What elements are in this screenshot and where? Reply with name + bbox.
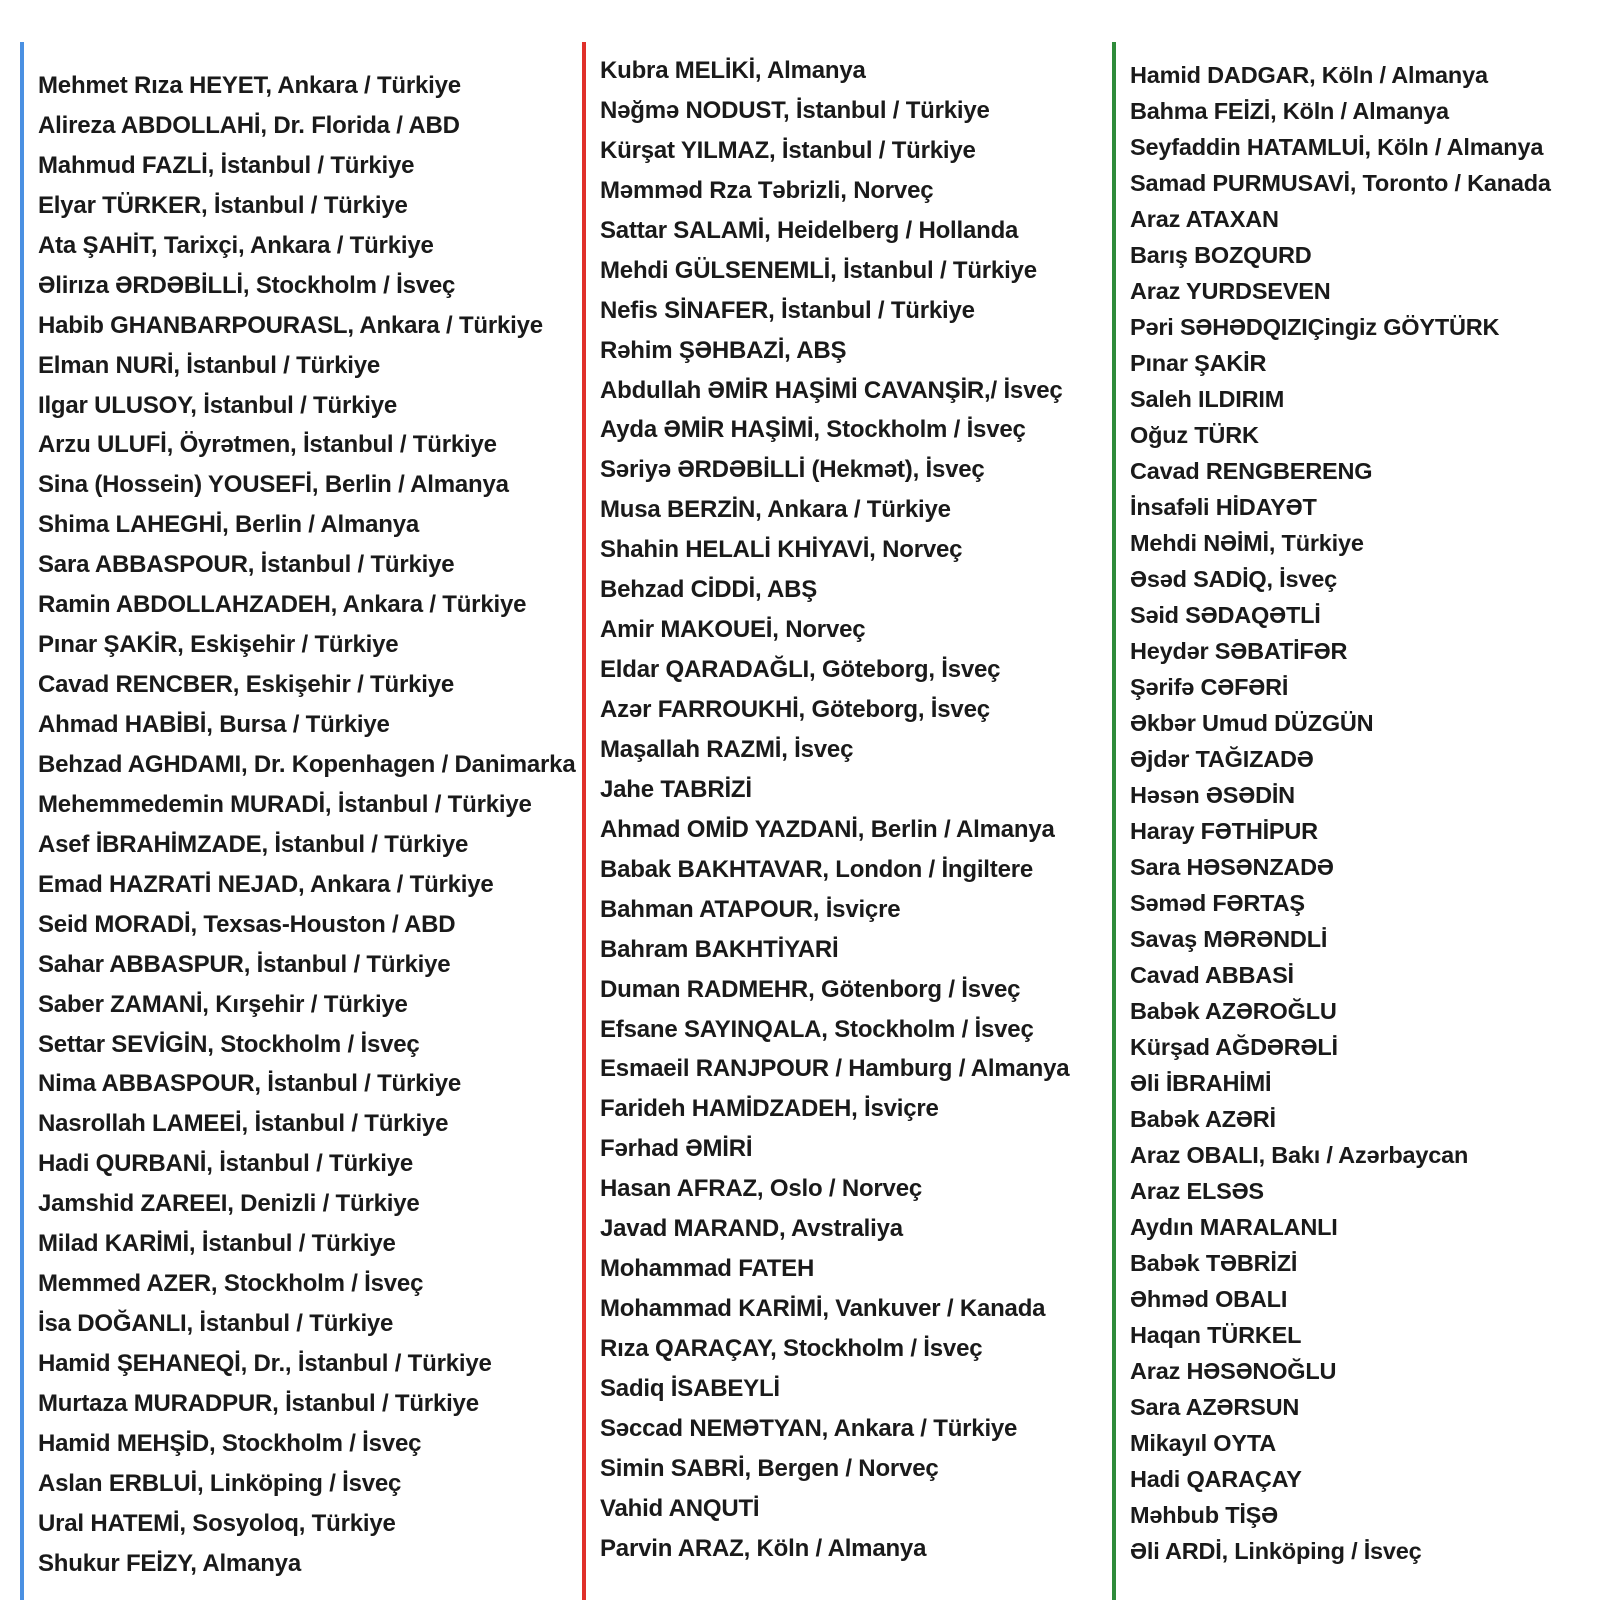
signatory-name: Pınar ŞAKİR, Eskişehir / Türkiye bbox=[38, 631, 399, 659]
signatory-name: Cavad RENCBER, Eskişehir / Türkiye bbox=[38, 671, 455, 699]
signatory-name: Nefis SİNAFER, İstanbul / Türkiye bbox=[600, 296, 975, 324]
signatory-name: Ural HATEMİ, Sosyoloq, Türkiye bbox=[38, 1509, 396, 1537]
signatory-name: Səccad NEMƏTYAN, Ankara / Türkiye bbox=[600, 1414, 1018, 1442]
signatory-name: Javad MARAND, Avstraliya bbox=[600, 1215, 903, 1243]
signatory-name: Abdullah ƏMİR HAŞİMİ CAVANŞİR,/ İsveç bbox=[600, 376, 1063, 404]
signatory-name: Rəhim ŞƏHBAZİ, ABŞ bbox=[600, 336, 847, 364]
signatory-name: Babak BAKHTAVAR, London / İngiltere bbox=[600, 855, 1034, 883]
signatory-name: Hasan AFRAZ, Oslo / Norveç bbox=[600, 1175, 922, 1203]
signatory-name: Bahram BAKHTİYARİ bbox=[600, 935, 839, 963]
signatory-name: Rıza QARAÇAY, Stockholm / İsveç bbox=[600, 1335, 983, 1362]
signatory-name: Murtaza MURADPUR, İstanbul / Türkiye bbox=[38, 1389, 479, 1417]
signatory-name: Esmaeil RANJPOUR / Hamburg / Almanya bbox=[600, 1055, 1070, 1083]
signatory-name: Aydın MARALANLI bbox=[1130, 1214, 1338, 1240]
signatory-name: Mikayıl OYTA bbox=[1130, 1430, 1277, 1456]
signatory-name: Haray FƏTHİPUR bbox=[1130, 818, 1318, 844]
signatory-name: Sara HƏSƏNZADƏ bbox=[1130, 854, 1334, 880]
signatory-name: Hamid DADGAR, Köln / Almanya bbox=[1130, 62, 1488, 88]
signatory-name: Ahmad OMİD YAZDANİ, Berlin / Almanya bbox=[600, 815, 1055, 843]
signatory-name: Mehemmedemin MURADİ, İstanbul / Türkiye bbox=[38, 790, 532, 818]
signatory-name: Shima LAHEGHİ, Berlin / Almanya bbox=[38, 511, 419, 539]
signatory-name: Əli ARDİ, Linköping / İsveç bbox=[1130, 1538, 1422, 1564]
signatory-name: Səriyə ƏRDƏBİLLİ (Hekmət), İsveç bbox=[600, 456, 985, 484]
signatory-name: Samad PURMUSAVİ, Toronto / Kanada bbox=[1130, 170, 1551, 196]
signatory-name: Sadiq İSABEYLİ bbox=[600, 1374, 780, 1402]
signatory-name: Hamid ŞEHANEQİ, Dr., İstanbul / Türkiye bbox=[38, 1350, 492, 1377]
signatory-name: Əjdər TAĞIZADƏ bbox=[1130, 746, 1314, 772]
signatory-name: Eldar QARADAĞLI, Göteborg, İsveç bbox=[600, 656, 1001, 684]
signatory-name: Ilgar ULUSOY, İstanbul / Türkiye bbox=[38, 391, 398, 419]
signatory-name: Babək AZƏROĞLU bbox=[1130, 998, 1337, 1024]
signatory-name: Pəri SƏHƏDQIZIÇingiz GÖYTÜRK bbox=[1130, 314, 1500, 340]
column-3-divider bbox=[1112, 42, 1116, 1600]
signatory-name: Sina (Hossein) YOUSEFİ, Berlin / Almanya bbox=[38, 471, 509, 499]
signatory-name: Mohammad FATEH bbox=[600, 1255, 815, 1283]
signatory-name: Ramin ABDOLLAHZADEH, Ankara / Türkiye bbox=[38, 591, 527, 619]
signatory-name: Vahid ANQUTİ bbox=[600, 1494, 760, 1522]
signatory-name: Əsəd SADİQ, İsveç bbox=[1130, 566, 1337, 592]
signatory-name: Əli İBRAHİMİ bbox=[1130, 1070, 1272, 1096]
signatory-name: Nima ABBASPOUR, İstanbul / Türkiye bbox=[38, 1070, 462, 1098]
signatory-name: Amir MAKOUEİ, Norveç bbox=[600, 616, 866, 644]
signatory-name: Cavad RENGBERENG bbox=[1130, 458, 1373, 484]
signatory-name: Araz HƏSƏNOĞLU bbox=[1130, 1358, 1337, 1384]
signatory-name: Hadi QARAÇAY bbox=[1130, 1466, 1302, 1492]
signatory-name: Behzad AGHDAMI, Dr. Kopenhagen / Danimarka bbox=[38, 750, 576, 778]
signatory-list-column-3 bbox=[1130, 58, 1551, 1570]
signatory-list-column-2 bbox=[600, 53, 1069, 1571]
signatory-name: Məmməd Rza Təbrizli, Norveç bbox=[600, 176, 934, 204]
signatory-name: Behzad CİDDİ, ABŞ bbox=[600, 576, 818, 604]
signatory-name: Shahin HELALİ KHİYAVİ, Norveç bbox=[600, 536, 963, 564]
signatory-name: Nasrollah LAMEEİ, İstanbul / Türkiye bbox=[38, 1110, 449, 1138]
signatory-name: Ahmad HABİBİ, Bursa / Türkiye bbox=[38, 711, 390, 738]
signatory-name: Mehdi GÜLSENEMLİ, İstanbul / Türkiye bbox=[600, 256, 1037, 284]
signatory-name: Əhməd OBALI bbox=[1130, 1286, 1288, 1312]
signatory-name: Kürşat YILMAZ, İstanbul / Türkiye bbox=[600, 136, 976, 164]
signatory-name: Əkbər Umud DÜZGÜN bbox=[1130, 710, 1374, 736]
signatory-name: Mehdi NƏİMİ, Türkiye bbox=[1130, 530, 1364, 556]
signatory-name: Babək AZƏRİ bbox=[1130, 1106, 1276, 1132]
signatory-name: Maşallah RAZMİ, İsveç bbox=[600, 735, 854, 763]
signatory-name: İnsafəli HİDAYƏT bbox=[1130, 494, 1317, 520]
signatory-name: Pınar ŞAKİR bbox=[1130, 350, 1267, 376]
signatory-name: Babək TƏBRİZİ bbox=[1130, 1250, 1298, 1276]
signatory-name: Həsən ƏSƏDİN bbox=[1130, 782, 1295, 808]
signatory-name: Azər FARROUKHİ, Göteborg, İsveç bbox=[600, 696, 990, 723]
signatory-name: Sara ABBASPOUR, İstanbul / Türkiye bbox=[38, 551, 455, 579]
signatory-name: Parvin ARAZ, Köln / Almanya bbox=[600, 1534, 927, 1562]
signatory-name: Şərifə CƏFƏRİ bbox=[1130, 674, 1289, 700]
signatory-name: Sahar ABBASPUR, İstanbul / Türkiye bbox=[38, 950, 451, 978]
signatory-name: Nəğmə NODUST, İstanbul / Türkiye bbox=[600, 96, 990, 124]
signatory-name: Mahmud FAZLİ, İstanbul / Türkiye bbox=[38, 151, 415, 179]
signatory-name: Habib GHANBARPOURASL, Ankara / Türkiye bbox=[38, 311, 543, 339]
signatory-name: Araz ELSƏS bbox=[1130, 1178, 1264, 1204]
signatory-name: Milad KARİMİ, İstanbul / Türkiye bbox=[38, 1230, 396, 1258]
signatory-name: Savaş MƏRƏNDLİ bbox=[1130, 926, 1328, 952]
signatory-name: Duman RADMEHR, Götenborg / İsveç bbox=[600, 975, 1021, 1003]
signatory-name: Jamshid ZAREEI, Denizli / Türkiye bbox=[38, 1190, 420, 1218]
signatory-name: Settar SEVİGİN, Stockholm / İsveç bbox=[38, 1030, 420, 1058]
signatory-name: Shukur FEİZY, Almanya bbox=[38, 1549, 301, 1577]
signatory-name: Sara AZƏRSUN bbox=[1130, 1394, 1300, 1420]
signatory-name: Bahma FEİZİ, Köln / Almanya bbox=[1130, 98, 1449, 124]
signatory-name: Seyfaddin HATAMLUİ, Köln / Almanya bbox=[1130, 134, 1544, 160]
signatory-name: Memmed AZER, Stockholm / İsveç bbox=[38, 1270, 424, 1298]
signatory-name: Simin SABRİ, Bergen / Norveç bbox=[600, 1454, 939, 1482]
signatory-name: Saber ZAMANİ, Kırşehir / Türkiye bbox=[38, 990, 408, 1018]
signatory-name: Sattar SALAMİ, Heidelberg / Hollanda bbox=[600, 216, 1019, 244]
signatory-name: Asef İBRAHİMZADE, İstanbul / Türkiye bbox=[38, 830, 469, 858]
signatory-name: Oğuz TÜRK bbox=[1130, 422, 1259, 448]
signatory-name: İsa DOĞANLI, İstanbul / Türkiye bbox=[38, 1310, 394, 1338]
signatory-name: Məhbub TİŞƏ bbox=[1130, 1502, 1279, 1528]
signatory-name: Bahman ATAPOUR, İsviçre bbox=[600, 895, 901, 923]
signatory-name: Ata ŞAHİT, Tarixçi, Ankara / Türkiye bbox=[38, 231, 434, 259]
signatory-name: Kubra MELİKİ, Almanya bbox=[600, 57, 866, 84]
signatory-name: Alireza ABDOLLAHİ, Dr. Florida / ABD bbox=[38, 111, 460, 139]
signatory-name: Barış BOZQURD bbox=[1130, 242, 1312, 268]
signatory-name: Araz YURDSEVEN bbox=[1130, 278, 1331, 304]
signatory-name: Ayda ƏMİR HAŞİMİ, Stockholm / İsveç bbox=[600, 416, 1026, 444]
signatory-name: Heydər SƏBATİFƏR bbox=[1130, 638, 1348, 664]
signatory-name: Hadi QURBANİ, İstanbul / Türkiye bbox=[38, 1150, 413, 1178]
signatory-name: Jahe TABRİZİ bbox=[600, 775, 752, 803]
signatory-name: Elman NURİ, İstanbul / Türkiye bbox=[38, 351, 381, 379]
signatory-name: Seid MORADİ, Texsas-Houston / ABD bbox=[38, 910, 456, 938]
signatory-name: Kürşad AĞDƏRƏLİ bbox=[1130, 1034, 1338, 1060]
signatory-name: Araz OBALI, Bakı / Azərbaycan bbox=[1130, 1142, 1469, 1168]
signatory-name: Efsane SAYINQALA, Stockholm / İsveç bbox=[600, 1015, 1034, 1043]
signatory-name: Farideh HAMİDZADEH, İsviçre bbox=[600, 1095, 939, 1123]
signatory-name: Elyar TÜRKER, İstanbul / Türkiye bbox=[38, 191, 408, 219]
signatory-name: Musa BERZİN, Ankara / Türkiye bbox=[600, 496, 951, 524]
signatory-name: Aslan ERBLUİ, Linköping / İsveç bbox=[38, 1469, 402, 1497]
signatory-name: Səid SƏDAQƏTLİ bbox=[1130, 602, 1321, 628]
signatory-name: Araz ATAXAN bbox=[1130, 206, 1279, 232]
signatory-name: Saleh ILDIRIM bbox=[1130, 386, 1285, 412]
signatory-name: Səməd FƏRTAŞ bbox=[1130, 890, 1305, 916]
signatory-name: Mohammad KARİMİ, Vankuver / Kanada bbox=[600, 1295, 1046, 1323]
signatory-name: Emad HAZRATİ NEJAD, Ankara / Türkiye bbox=[38, 870, 494, 898]
signatory-name: Mehmet Rıza HEYET, Ankara / Türkiye bbox=[38, 72, 461, 99]
signatory-name: Hamid MEHŞİD, Stockholm / İsveç bbox=[38, 1429, 422, 1457]
column-1-divider bbox=[20, 42, 24, 1600]
signatory-name: Fərhad ƏMİRİ bbox=[600, 1135, 753, 1163]
column-2-divider bbox=[582, 42, 586, 1600]
signatory-name: Əlirıza ƏRDƏBİLLİ, Stockholm / İsveç bbox=[38, 271, 456, 299]
signatory-list-column-1 bbox=[38, 68, 575, 1586]
signatory-name: Haqan TÜRKEL bbox=[1130, 1322, 1302, 1348]
signatory-name: Cavad ABBASİ bbox=[1130, 962, 1294, 988]
signatory-name: Arzu ULUFİ, Öyrətmen, İstanbul / Türkiye bbox=[38, 431, 497, 459]
